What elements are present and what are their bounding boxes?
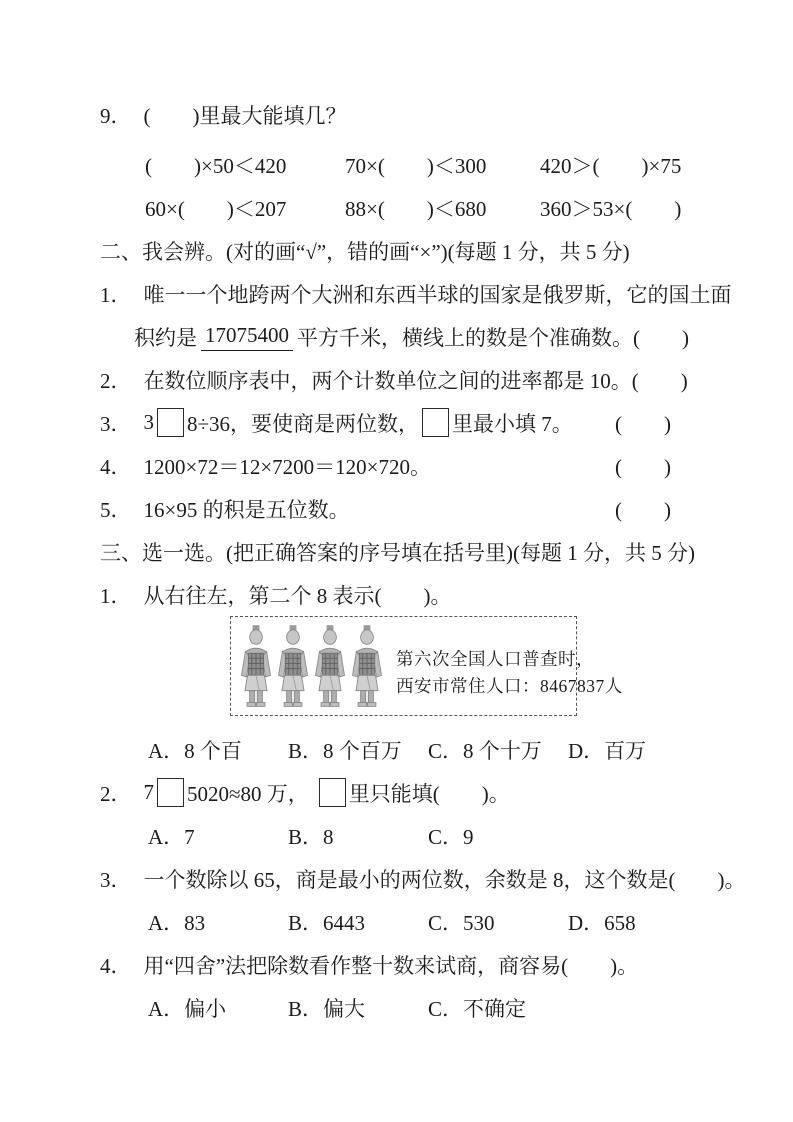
option-a: A．83 — [148, 910, 206, 935]
choice-item-1-options — [100, 728, 693, 771]
item-text: 5020≈80 万， — [187, 781, 309, 806]
expression: 88×( )＜680 — [345, 196, 487, 221]
option-c: C．8 个十万 — [428, 738, 542, 763]
item-text: 7 — [143, 780, 154, 804]
blank-box — [422, 408, 449, 437]
answer-bracket: ( ) — [615, 454, 671, 479]
terracotta-warrior-icon — [313, 623, 347, 709]
census-figure — [230, 616, 623, 716]
item-text: 里最小填 7。 — [452, 411, 573, 436]
question-text: ( )里最大能填几？ — [143, 103, 347, 128]
choice-item-2-options — [100, 814, 693, 857]
item-text: 一个数除以 65，商是最小的两位数，余数是 8，这个数是( )。 — [143, 867, 746, 892]
expression: ( )×50＜420 — [145, 153, 287, 178]
option-c: C．9 — [428, 824, 474, 849]
answer-bracket: ( ) — [615, 497, 671, 522]
choice-item-2 — [100, 771, 693, 814]
item-text: 平方千米，横线上的数是个准确数。 — [297, 325, 633, 350]
item-number: 1． — [100, 282, 132, 307]
item-number: 4． — [100, 454, 132, 479]
option-a: A．偏小 — [148, 996, 227, 1021]
question-number: 9． — [100, 103, 132, 128]
item-number: 2． — [100, 368, 132, 393]
judge-item-5 — [100, 487, 693, 530]
option-b: B．6443 — [288, 910, 366, 935]
item-number: 3． — [100, 411, 132, 436]
expression: 420＞( )×75 — [540, 153, 682, 178]
item-text: 1200×72＝12×7200＝120×720。 — [143, 454, 432, 479]
q9-expression-row-2 — [100, 186, 693, 229]
terracotta-warriors-illustration — [239, 623, 384, 709]
item-text: 8÷36，要使商是两位数， — [187, 411, 420, 436]
section-judge-heading: 二、我会辨。(对的画“√”，错的画“×”)(每题 1 分，共 5 分) — [100, 239, 630, 264]
option-d: D．658 — [568, 910, 636, 935]
item-text: 唯一一个地跨两个大洲和东西半球的国家是俄罗斯，它的国土面 — [143, 282, 732, 307]
blank-box — [157, 408, 184, 437]
q9-expression-row-1 — [100, 143, 693, 186]
terracotta-warrior-icon — [276, 623, 310, 709]
option-d: D．百万 — [568, 738, 647, 763]
choice-item-3-options — [100, 900, 693, 943]
judge-item-3 — [100, 401, 693, 444]
expression: 360＞53×( ) — [540, 196, 682, 221]
item-text: 里只能填( )。 — [348, 781, 510, 806]
option-a: A．7 — [148, 824, 195, 849]
item-text: 积约是 — [134, 325, 197, 350]
item-number: 2． — [100, 781, 132, 806]
choice-item-4-options — [100, 986, 693, 1029]
census-caption-line-1: 第六次全国人口普查时， — [396, 649, 594, 669]
choice-item-1 — [100, 573, 693, 616]
choice-item-3 — [100, 857, 746, 900]
answer-bracket: ( ) — [615, 411, 671, 436]
question-9-prompt — [100, 93, 693, 136]
option-b: B．8 个百万 — [288, 738, 402, 763]
terracotta-warrior-icon — [350, 623, 384, 709]
item-text: 16×95 的积是五位数。 — [143, 497, 350, 522]
underlined-number: 17075400 — [201, 323, 293, 351]
item-text: 从右往左，第二个 8 表示( )。 — [143, 583, 452, 608]
option-c: C．530 — [428, 910, 495, 935]
blank-box — [319, 778, 346, 807]
census-caption — [396, 646, 623, 700]
answer-bracket: ( ) — [633, 325, 689, 350]
judge-item-1-line-2 — [100, 315, 693, 358]
census-caption-line-2: 西安市常住人口：8467837人 — [396, 676, 623, 696]
judge-item-1-line-1 — [100, 272, 732, 315]
section-choice-heading: 三、选一选。(把正确答案的序号填在括号里)(每题 1 分，共 5 分) — [100, 540, 695, 565]
item-text: 在数位顺序表中，两个计数单位之间的进率都是 10。 — [143, 368, 632, 393]
judge-item-2 — [100, 358, 693, 401]
item-text: 3 — [143, 410, 154, 434]
option-c: C．不确定 — [428, 996, 527, 1021]
judge-item-4 — [100, 444, 693, 487]
item-number: 4． — [100, 953, 132, 978]
option-b: B．8 — [288, 824, 334, 849]
expression: 60×( )＜207 — [145, 196, 287, 221]
option-a: A．8 个百 — [148, 738, 242, 763]
item-number: 3． — [100, 867, 132, 892]
option-b: B．偏大 — [288, 996, 366, 1021]
item-number: 1． — [100, 583, 132, 608]
item-number: 5． — [100, 497, 132, 522]
terracotta-warrior-icon — [239, 623, 273, 709]
blank-box — [157, 778, 184, 807]
choice-item-4 — [100, 943, 693, 986]
answer-bracket: ( ) — [631, 368, 688, 393]
expression: 70×( )＜300 — [345, 153, 487, 178]
item-text: 用“四舍”法把除数看作整十数来试商，商容易( )。 — [143, 953, 639, 978]
